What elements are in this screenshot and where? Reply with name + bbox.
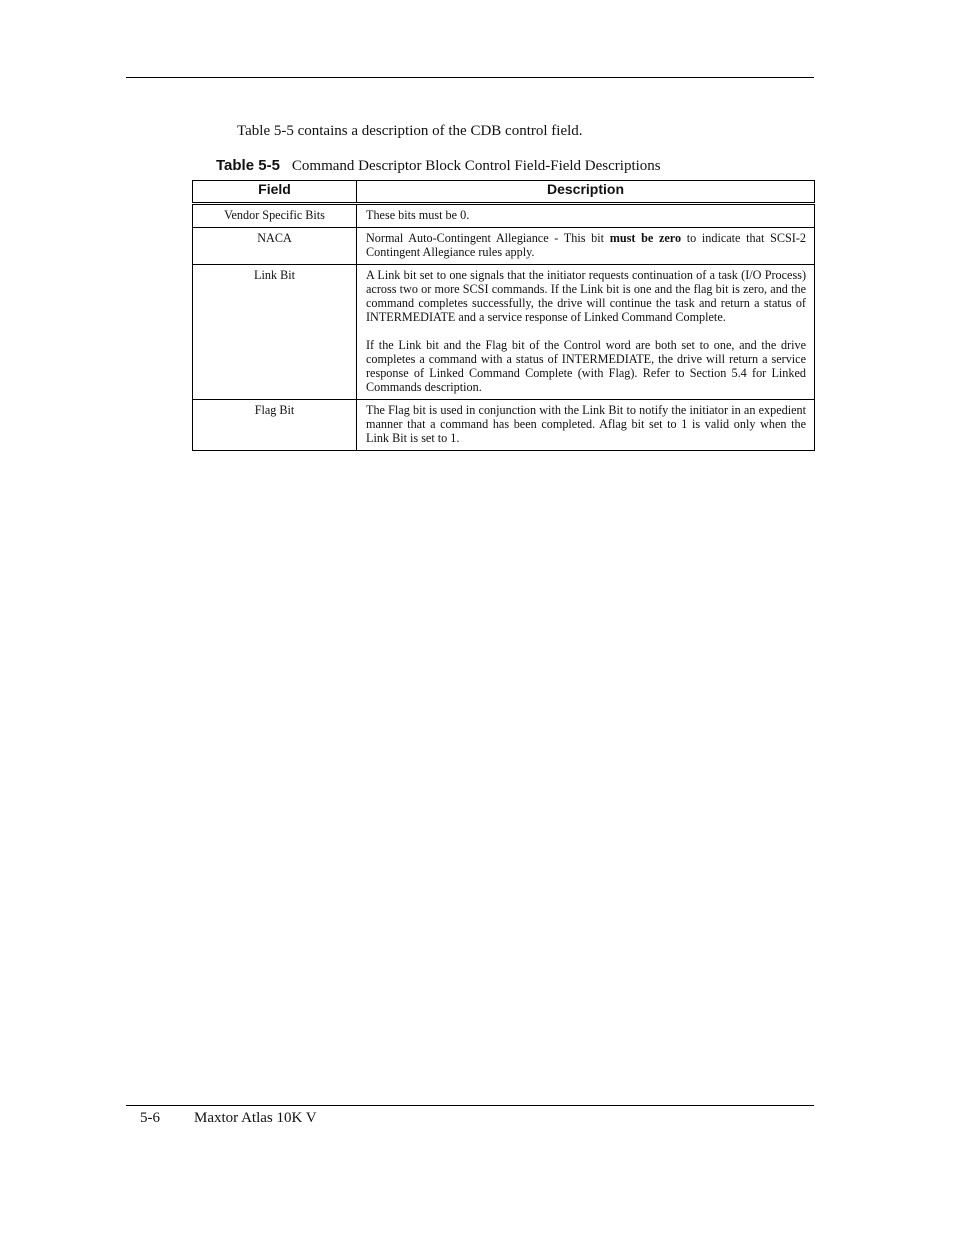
description-text: to indicate that SCSI-2 Contingent Allegiance rules apply. bbox=[366, 231, 806, 259]
header-rule bbox=[126, 77, 814, 78]
field-cell: Vendor Specific Bits bbox=[193, 204, 357, 228]
table-caption bbox=[216, 157, 661, 175]
description-text: Normal Auto-Contingent Allegiance - This bit bbox=[366, 231, 610, 245]
intro-paragraph: Table 5-5 contains a description of the CDB control field. bbox=[237, 123, 583, 139]
field-cell: Link Bit bbox=[193, 265, 357, 400]
footer-rule bbox=[126, 1105, 814, 1106]
table-row bbox=[193, 204, 815, 228]
table-caption-title: Command Descriptor Block Control Field-Field Descriptions bbox=[291, 158, 661, 174]
column-header-field: Field bbox=[193, 181, 357, 204]
description-cell: These bits must be 0. bbox=[357, 204, 815, 228]
page-number: 5-6 bbox=[140, 1110, 160, 1126]
field-cell: NACA bbox=[193, 228, 357, 265]
table-row bbox=[193, 228, 815, 265]
table-row bbox=[193, 265, 815, 400]
description-cell bbox=[357, 228, 815, 265]
description-paragraph: A Link bit set to one signals that the initiator requests continuation of a task (I/O Process) across two or more SCSI commands. If the Link bit is one and the flag bit is zero, and the command completes successfully, the drive will continue the task and return a status of INTERMEDIATE and a service response of Linked Command Complete. bbox=[366, 268, 806, 324]
column-header-description: Description bbox=[357, 181, 815, 204]
table-row bbox=[193, 400, 815, 451]
field-cell: Flag Bit bbox=[193, 400, 357, 451]
page-footer bbox=[140, 1109, 317, 1127]
footer-product-name: Maxtor Atlas 10K V bbox=[194, 1110, 317, 1126]
description-cell: The Flag bit is used in conjunction with the Link Bit to notify the initiator in an expedient manner that a command has been completed. Aflag bit set to 1 is valid only when the Link Bit is set to 1. bbox=[357, 400, 815, 451]
cdb-control-field-table bbox=[192, 180, 815, 451]
table-header-row bbox=[193, 181, 815, 204]
description-emphasis: must be zero bbox=[609, 231, 682, 245]
table-caption-label: Table 5-5 bbox=[216, 157, 280, 174]
description-cell bbox=[357, 265, 815, 400]
description-paragraph: If the Link bit and the Flag bit of the Control word are both set to one, and the drive completes a command with a status of INTERMEDIATE, the drive will return a service response of Linked Command Complete (with Flag). Refer to Section 5.4 for Linked Commands description. bbox=[366, 338, 806, 394]
